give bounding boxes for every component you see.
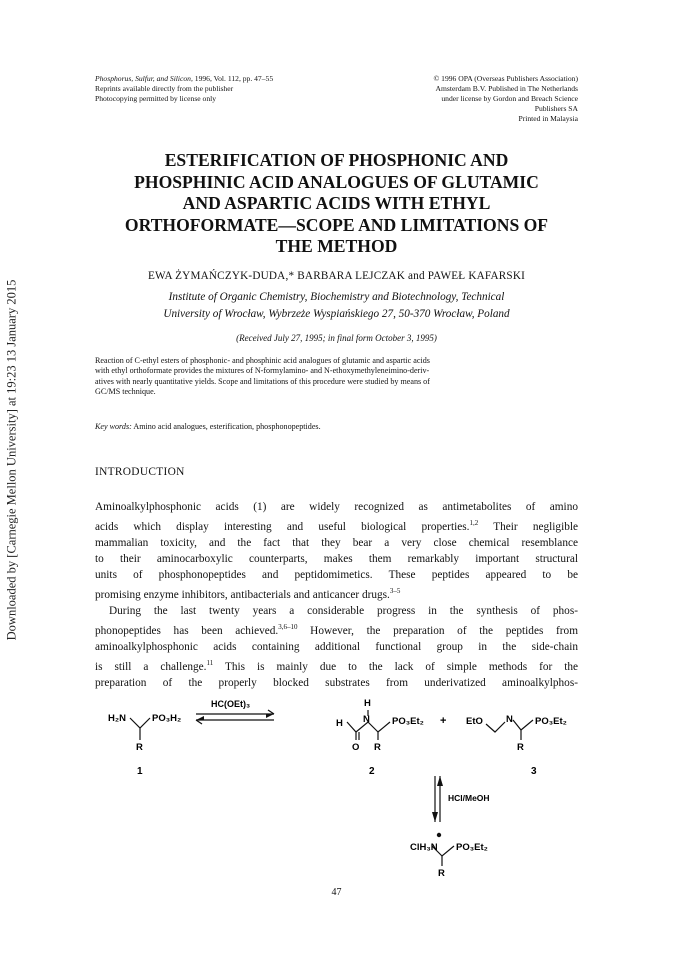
compound-2-label: 2 (369, 766, 375, 777)
citation-ref: 11 (206, 658, 214, 667)
volume-info: 1996, Vol. 112, pp. 47–55 (192, 74, 274, 83)
photocopy-note: Photocopying permitted by license only (95, 94, 217, 103)
compound-1-r: R (136, 742, 143, 753)
body-line (95, 619, 578, 639)
title-line: ESTERIFICATION OF PHOSPHONIC AND (164, 150, 509, 170)
body-line: Aminoalkylphosphonic acids (1) are widely recognized as antimetabolites of amino (95, 501, 578, 513)
compound-4-phosphonate: PO₃Et₂ (456, 842, 488, 853)
author-list: EWA ŻYMAŃCZYK-DUDA,* BARBARA LEJCZAK and PAWEŁ KAFARSKI (147, 270, 526, 282)
title-line: THE METHOD (275, 236, 398, 256)
cation-dot (437, 833, 441, 837)
reverse-arrowhead (196, 720, 202, 724)
citation-ref: 3,6–10 (278, 622, 298, 631)
license-line: under license by Gordon and Breach Science (441, 94, 578, 103)
compound-3-backbone (513, 720, 533, 730)
title-line: AND ASPARTIC ACIDS WITH ETHYL (182, 193, 491, 213)
compound-1-label: 1 (137, 766, 143, 777)
body-line: aminoalkylphosphonic acids containing additional functional group in the side-chain (95, 640, 578, 653)
abstract (95, 356, 578, 398)
body-line (95, 655, 578, 675)
body-text-fragment: promising enzyme inhibitors, antibacterials and anticancer drugs. (95, 588, 390, 601)
compound-3-n: N (506, 714, 513, 725)
publisher-line: Amsterdam B.V. Published in The Netherlands (435, 84, 578, 93)
body-line: During the last twenty years a considerable progress in the synthesis of phos- (109, 604, 578, 617)
compound-3-r: R (517, 742, 524, 753)
copyright-line: © 1996 OPA (Overseas Publishers Association) (433, 74, 578, 83)
compound-4-backbone (432, 846, 454, 856)
body-line (95, 515, 578, 535)
download-watermark (2, 260, 22, 660)
introduction-text (95, 499, 578, 691)
body-text-fragment: This is mainly due to the lack of simple methods for the (213, 660, 579, 673)
section-heading-introduction: INTRODUCTION (95, 466, 185, 478)
body-text-fragment: Their negligible (478, 520, 579, 533)
publisher-name-line: Publishers SA (534, 104, 578, 113)
paper-title (95, 150, 578, 258)
download-note: Downloaded by [Carnegie Mellon University] at 19:23 13 January 2015 (4, 279, 19, 641)
compound-3-label: 3 (531, 766, 537, 777)
abstract-line: GC/MS technique. (95, 387, 156, 397)
citation-ref: 3–5 (389, 587, 401, 595)
compound-2-h-top: H (364, 698, 371, 709)
body-line (95, 583, 578, 603)
compound-3-ethoxy: EtO (466, 716, 483, 727)
forward-arrowhead-fill (266, 714, 274, 718)
affiliation-line: Institute of Organic Chemistry, Biochemistry and Biotechnology, Technical (168, 291, 505, 303)
reverse-arrowhead-fill (196, 716, 204, 720)
printed-line: Printed in Malaysia (518, 114, 578, 123)
forward-arrowhead (268, 710, 274, 714)
citation-ref: 1,2 (469, 519, 479, 528)
up-arrowhead (437, 776, 443, 786)
affiliation-line: University of Wrocław, Wybrzeże Wyspiańskiego 27, 50-370 Wrocław, Poland (163, 307, 510, 320)
keywords-label: Key words: (95, 422, 132, 431)
compound-2-r: R (374, 742, 381, 753)
compound-2-n: N (363, 714, 370, 725)
abstract-line: with ethyl orthoformate provides the mixtures of N-formylamino- and N-ethoxymethyleneimino-deriv- (95, 366, 430, 376)
affiliation (95, 289, 578, 322)
received-dates: (Received July 27, 1995; in final form October 3, 1995) (236, 333, 437, 343)
compound-3-ethoxy-bond (486, 722, 505, 732)
body-line: to their aminocarboxylic counterparts, makes them remarkably important structural (95, 552, 578, 565)
reagent-orthoformate: HC(OEt)₃ (211, 699, 251, 709)
body-text-fragment: is still a challenge. (95, 660, 207, 673)
title-line: ORTHOFORMATE—SCOPE AND LIMITATIONS OF (124, 214, 549, 235)
compound-1-backbone (130, 718, 150, 728)
reagent-hcl-methanol: HCl/MeOH (448, 793, 490, 803)
body-text-fragment: acids which display interesting and useful biological properties. (95, 520, 470, 533)
body-line: mammalian toxicity, and the fact that they bear a very close chemical resemblance (95, 536, 578, 549)
journal-header-right (338, 74, 578, 124)
keywords (95, 422, 578, 431)
journal-header-left (95, 74, 365, 104)
compound-4-r: R (438, 868, 445, 879)
reprint-note: Reprints available directly from the publisher (95, 84, 234, 93)
keywords-text: Amino acid analogues, esterification, phosphonopeptides. (131, 422, 321, 431)
compound-4-ammonium: ClH₃N (410, 842, 438, 853)
body-line: units of phosphonopeptides and peptidomimetics. These peptides appeared to be (95, 568, 578, 581)
compound-3-phosphonate: PO₃Et₂ (535, 716, 567, 727)
compound-2-h-left: H (336, 718, 343, 729)
body-line: preparation of the properly blocked substrates from underivatized aminoalkylphos- (95, 676, 578, 689)
compound-2-o: O (352, 742, 360, 753)
abstract-line: atives with nearly quantitative yields. Scope and limitations of this procedure were studied by means of (95, 376, 430, 386)
body-text-fragment: However, the preparation of the peptides from (297, 624, 578, 637)
page-number: 47 (331, 887, 342, 898)
body-text-fragment: phonopeptides has been achieved. (95, 624, 279, 637)
compound-1-phosphonate: PO₃H₂ (152, 713, 182, 724)
compound-2-backbone (347, 722, 390, 732)
compound-2-phosphonate: PO₃Et₂ (392, 716, 424, 727)
title-line: PHOSPHINIC ACID ANALOGUES OF GLUTAMIC (134, 171, 539, 192)
journal-name: Phosphorus, Sulfur, and Silicon, (95, 74, 193, 83)
plus-sign: + (440, 715, 447, 727)
compound-1-amine: H₂N (108, 713, 126, 724)
down-arrowhead (432, 812, 438, 822)
abstract-line: Reaction of C-ethyl esters of phosphonic- and phosphinic acid analogues of glutamic and aspartic acids (95, 356, 430, 365)
